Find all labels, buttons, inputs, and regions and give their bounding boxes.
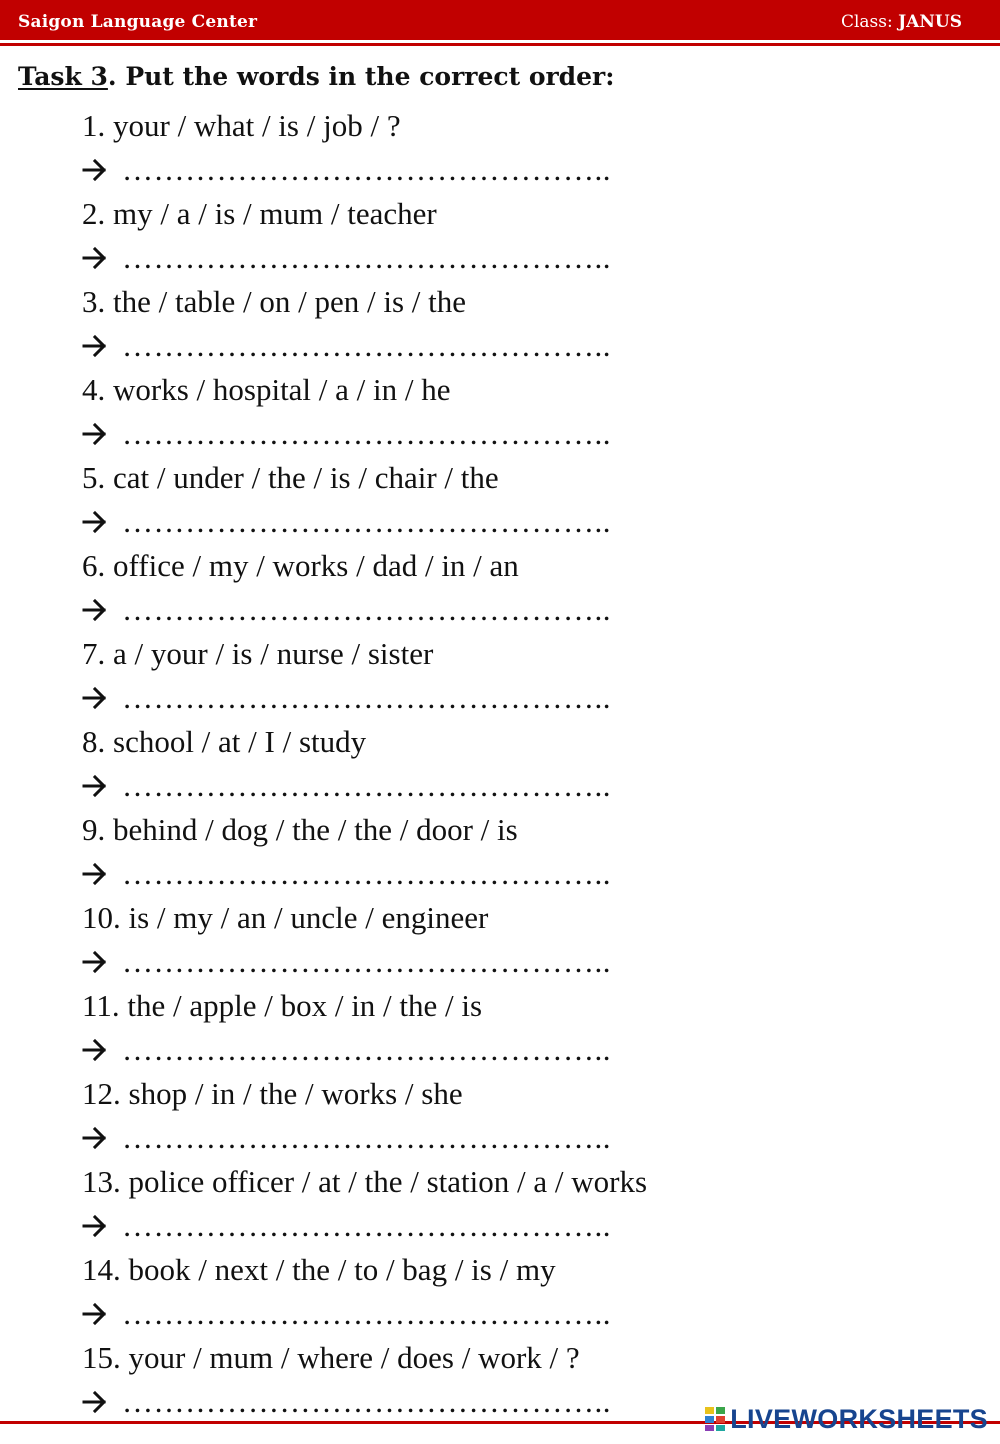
exercise-item (82, 632, 962, 720)
answer-placeholder: ……………………………………….. (122, 1120, 611, 1155)
exercise-item (82, 1248, 962, 1336)
exercise-prompt: 14. book / next / the / to / bag / is / my (82, 1252, 556, 1287)
answer-line[interactable] (82, 1204, 962, 1248)
answer-line[interactable] (82, 500, 962, 544)
arrow-right-icon (82, 334, 108, 358)
arrow-right-icon (82, 158, 108, 182)
exercise-item (82, 896, 962, 984)
exercise-prompt: 5. cat / under / the / is / chair / the (82, 460, 499, 495)
class-label: Class: (840, 12, 899, 32)
answer-line[interactable] (82, 588, 962, 632)
arrow-right-icon (82, 774, 108, 798)
task-instruction: . Put the words in the correct order: (107, 62, 615, 91)
answer-placeholder: ……………………………………….. (122, 680, 611, 715)
header-bar (0, 0, 1000, 40)
exercise-prompt: 2. my / a / is / mum / teacher (82, 196, 437, 231)
answer-placeholder: ……………………………………….. (122, 768, 611, 803)
answer-line[interactable] (82, 1292, 962, 1336)
exercise-item (82, 984, 962, 1072)
answer-line[interactable] (82, 852, 962, 896)
exercise-prompt: 11. the / apple / box / in / the / is (82, 988, 483, 1023)
exercise-item (82, 544, 962, 632)
exercise-item (82, 1072, 962, 1160)
exercise-item (82, 280, 962, 368)
exercise-list (82, 104, 962, 1424)
exercise-prompt: 3. the / table / on / pen / is / the (82, 284, 466, 319)
class-info (841, 12, 962, 32)
watermark-text: LIVEWORKSHEETS (730, 1403, 988, 1434)
answer-placeholder: ……………………………………….. (122, 152, 611, 187)
answer-line[interactable] (82, 324, 962, 368)
arrow-right-icon (82, 246, 108, 270)
answer-line[interactable] (82, 940, 962, 984)
exercise-item (82, 192, 962, 280)
arrow-right-icon (82, 598, 108, 622)
arrow-right-icon (82, 1214, 108, 1238)
arrow-right-icon (82, 862, 108, 886)
answer-placeholder: ……………………………………….. (122, 504, 611, 539)
answer-placeholder: ……………………………………….. (122, 1296, 611, 1331)
arrow-right-icon (82, 1126, 108, 1150)
exercise-prompt: 13. police officer / at / the / station / a / works (82, 1164, 648, 1199)
exercise-item (82, 1160, 962, 1248)
exercise-prompt: 9. behind / dog / the / the / door / is (82, 812, 518, 847)
exercise-prompt: 6. office / my / works / dad / in / an (82, 548, 519, 583)
exercise-item (82, 104, 962, 192)
school-name: Saigon Language Center (18, 12, 258, 32)
class-value: JANUS (898, 12, 962, 32)
arrow-right-icon (82, 1302, 108, 1326)
exercise-prompt: 15. your / mum / where / does / work / ? (82, 1340, 580, 1375)
answer-placeholder: ……………………………………….. (122, 944, 611, 979)
exercise-prompt: 10. is / my / an / uncle / engineer (82, 900, 489, 935)
answer-line[interactable] (82, 412, 962, 456)
header-divider (0, 43, 1000, 46)
answer-placeholder: ……………………………………….. (122, 856, 611, 891)
exercise-prompt: 4. works / hospital / a / in / he (82, 372, 451, 407)
answer-placeholder: ……………………………………….. (122, 1384, 611, 1419)
task-label: Task 3 (18, 62, 108, 91)
liveworksheets-logo-icon (704, 1406, 726, 1432)
answer-placeholder: ……………………………………….. (122, 416, 611, 451)
answer-line[interactable] (82, 764, 962, 808)
answer-line[interactable] (82, 236, 962, 280)
answer-placeholder: ……………………………………….. (122, 240, 611, 275)
answer-placeholder: ……………………………………….. (122, 592, 611, 627)
exercise-prompt: 1. your / what / is / job / ? (82, 108, 401, 143)
answer-line[interactable] (82, 1116, 962, 1160)
arrow-right-icon (82, 1038, 108, 1062)
exercise-prompt: 12. shop / in / the / works / she (82, 1076, 463, 1111)
arrow-right-icon (82, 422, 108, 446)
arrow-right-icon (82, 950, 108, 974)
answer-placeholder: ……………………………………….. (122, 328, 611, 363)
exercise-prompt: 8. school / at / I / study (82, 724, 367, 759)
task-title (18, 62, 614, 91)
answer-line[interactable] (82, 148, 962, 192)
answer-placeholder: ……………………………………….. (122, 1032, 611, 1067)
exercise-item (82, 808, 962, 896)
watermark (704, 1404, 988, 1434)
arrow-right-icon (82, 510, 108, 534)
answer-line[interactable] (82, 676, 962, 720)
arrow-right-icon (82, 1390, 108, 1414)
exercise-prompt: 7. a / your / is / nurse / sister (82, 636, 434, 671)
answer-line[interactable] (82, 1028, 962, 1072)
arrow-right-icon (82, 686, 108, 710)
exercise-item (82, 368, 962, 456)
answer-placeholder: ……………………………………….. (122, 1208, 611, 1243)
exercise-item (82, 720, 962, 808)
exercise-item (82, 456, 962, 544)
